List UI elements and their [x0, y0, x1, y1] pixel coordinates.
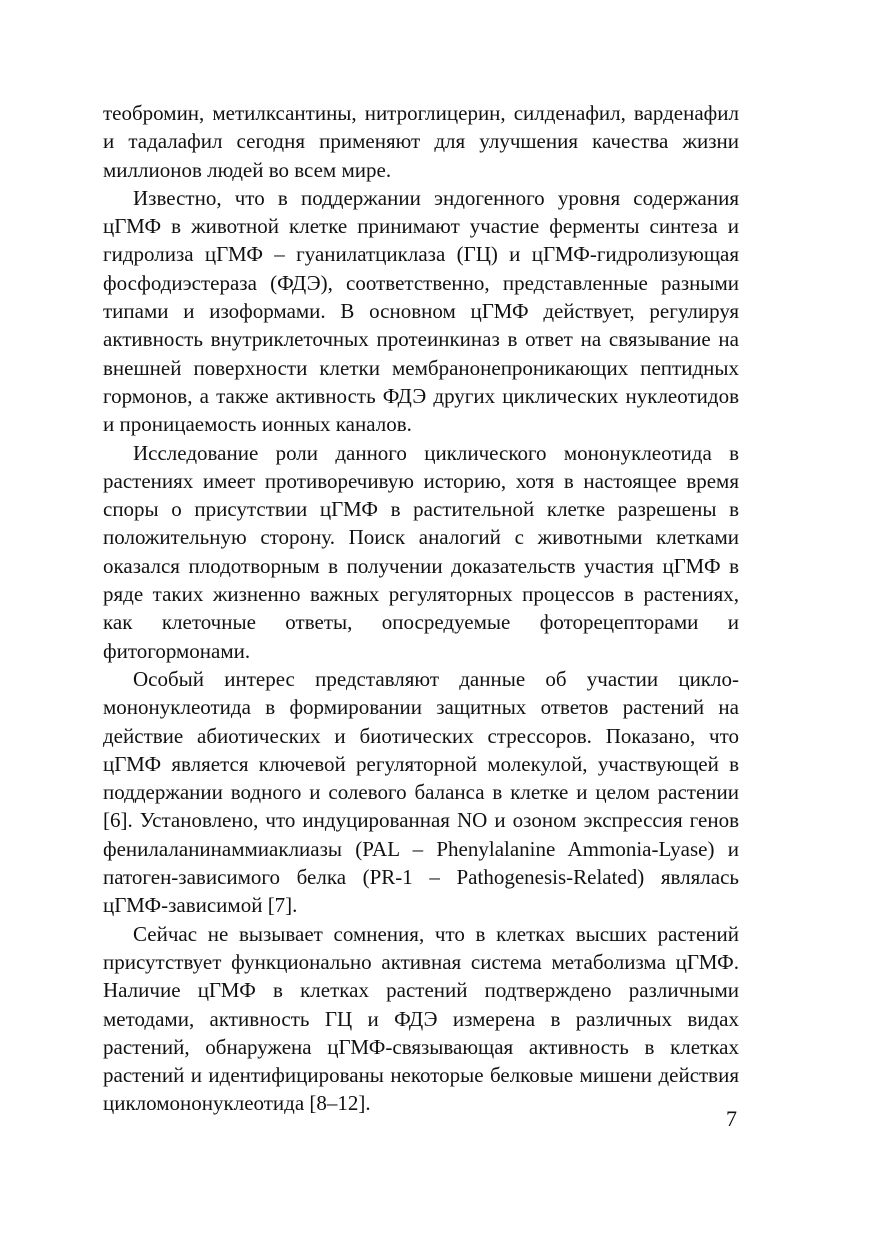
- paragraph-continuation: теобромин, метилксантины, нитроглицерин, силденафил, варденафил и тадалафил сегодня применяют для улучшения качества жизни миллионов людей во всем мире.: [103, 101, 739, 182]
- paragraph-defense-responses: Особый интерес представляют данные об участии цикломононуклеотида в формировании защитных ответов растений на действие абиотических и биотических стрессоров. Показано, что цГМФ является ключевой регуляторной молекулой, участвующей в поддержании водного и солевого баланса в клетке и целом растении [6]. Установлено, что индуцированная NO и озоном экспрессия генов фенилаланинаммиаклиазы (PAL – Phenylalanine Ammonia-Lyase) и патоген-зависимого белка (PR-1 – Pathogenesis-Related) являлась цГМФ-зависимой [7].: [103, 666, 739, 918]
- paragraph-cgmp-plants-history: Исследование роли данного циклического мононуклеотида в растениях имеет противоречивую историю, хотя в настоящее время споры о присутствии цГМФ в растительной клетке разрешены в положительную сторону. Поиск аналогий с животными клетками оказался плодотворным в получении доказательств участия цГМФ в ряде таких жизненно важных регуляторных процессов в растениях, как клеточные ответы, опосредуемые фоторецепторами и фитогормонами.: [103, 440, 739, 663]
- paragraph-metabolism-system: Сейчас не вызывает сомнения, что в клетках высших растений присутствует функционально активная система метаболизма цГМФ. Наличие цГМФ в клетках растений подтверждено различными методами, активность ГЦ и ФДЭ измерена в различных видах растений, обнаружена цГМФ-связывающая активность в клетках растений и идентифицированы некоторые белковые мишени действия цикломононуклеотида [8–12].: [103, 921, 739, 1116]
- paragraph-cgmp-animal-cells: Известно, что в поддержании эндогенного уровня содержания цГМФ в животной клетке принимают участие ферменты синтеза и гидролиза цГМФ – гуанилатциклаза (ГЦ) и цГМФ-гидролизующая фосфодиэстераза (ФДЭ), соответственно, представленные разными типами и изоформами. В основном цГМФ действует, регулируя активность внутриклеточных протеинкиназ в ответ на связывание на внешней поверхности клетки мембранонепроникающих пептидных гормонов, а также активность ФДЭ других циклических нуклеотидов и проницаемость ионных каналов.: [103, 185, 739, 437]
- body-text: [103, 99, 739, 1118]
- page-number: 7: [726, 1106, 737, 1131]
